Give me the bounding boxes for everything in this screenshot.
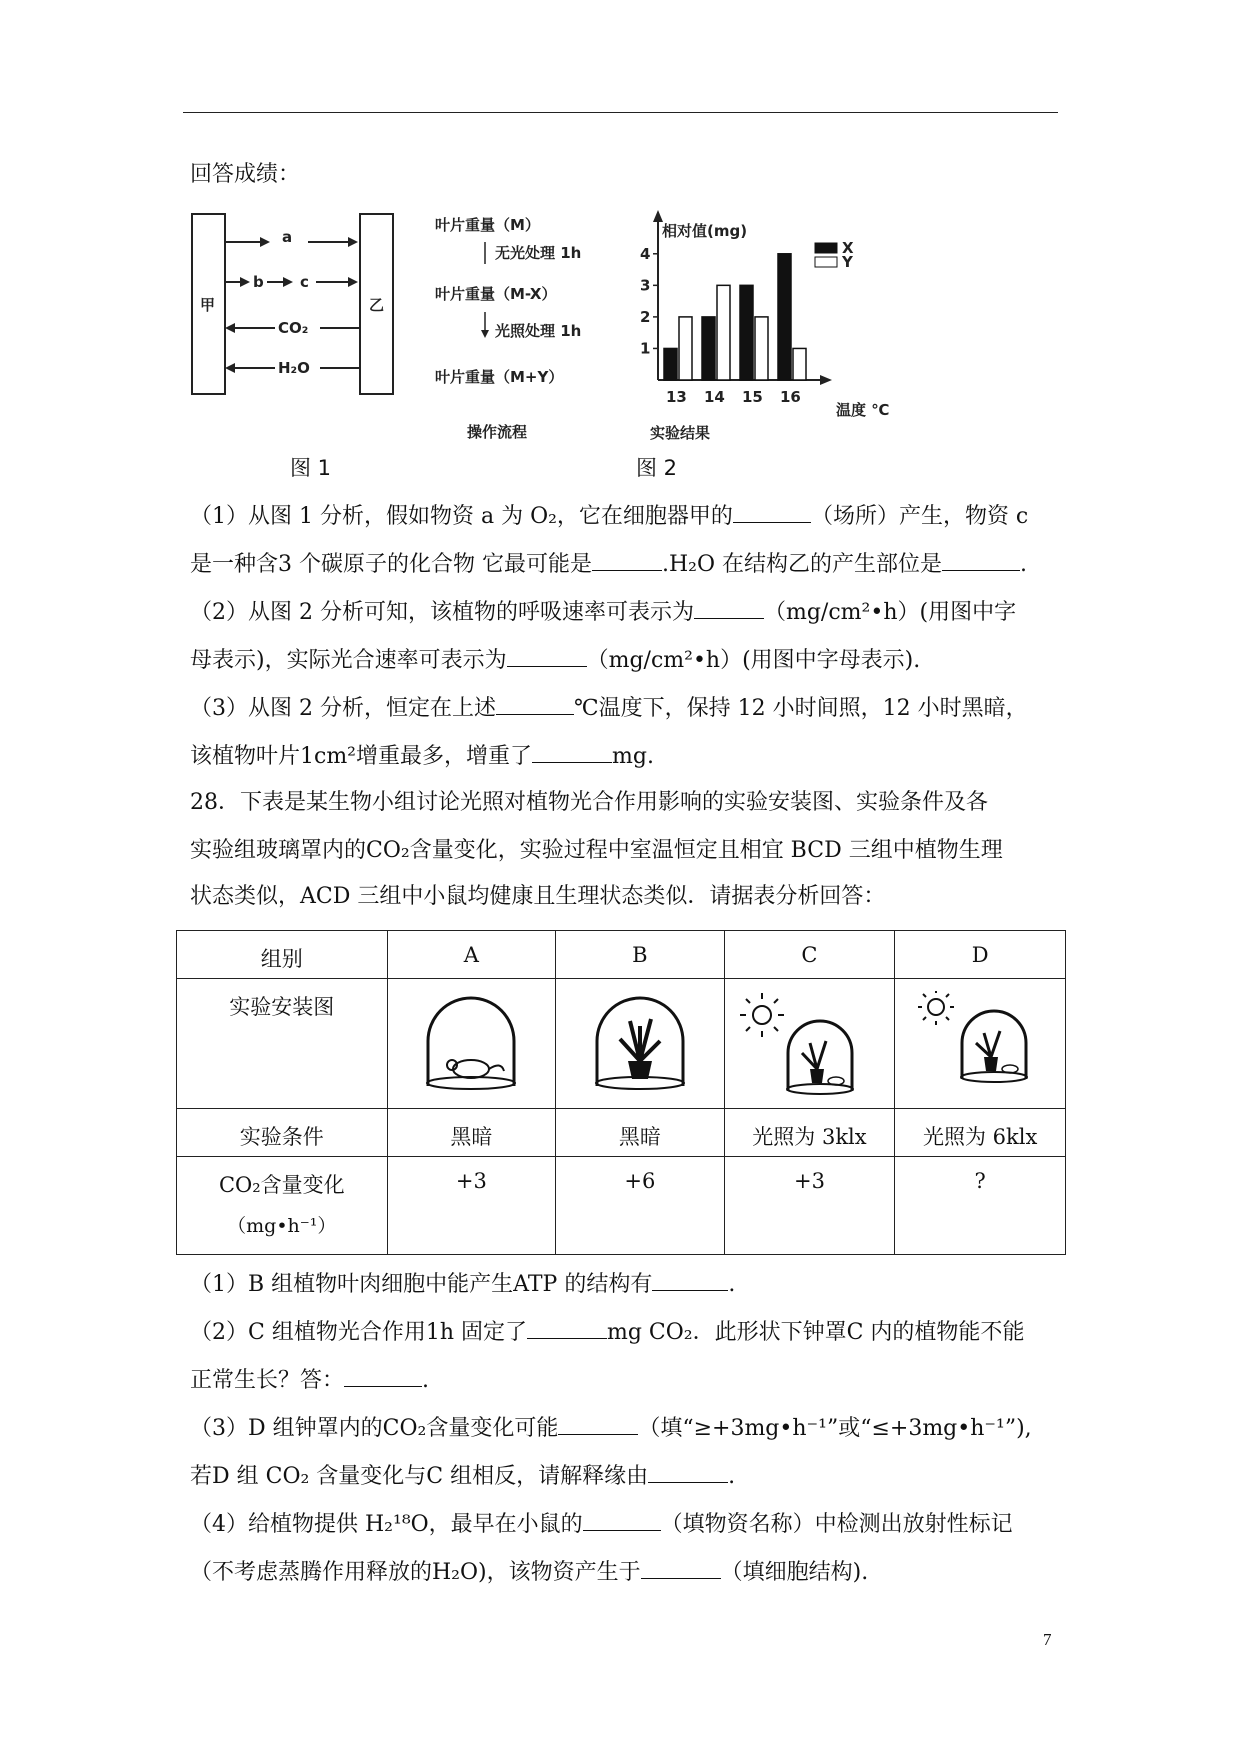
table-header-group: 组别 <box>177 931 388 979</box>
q28-line-2: 实验组玻璃罩内的CO₂含量变化，实验过程中室温恒定且相宜 BCD 三组中植物生理 <box>190 838 1003 863</box>
s4-blank-2[interactable] <box>641 1556 721 1579</box>
q1-line-1 <box>190 500 1028 532</box>
q3-blank-2[interactable] <box>532 740 612 763</box>
q2-text-a: （2）从图 2 分析可知，该植物的呼吸速率可表示为 <box>190 600 694 625</box>
condition-d: 光照为 6klx <box>895 1109 1066 1157</box>
s3-text-c: 若D 组 CO₂ 含量变化与C 组相反，请解释缘由 <box>190 1464 649 1489</box>
flow-op-2: 光照处理 1h <box>495 322 582 340</box>
bar-y-15 <box>755 317 768 380</box>
s2-text-d: . <box>422 1368 430 1393</box>
experiment-table <box>176 930 1066 1255</box>
co2-a: +3 <box>387 1157 556 1255</box>
table-row-co2-label <box>177 1157 388 1255</box>
table-header-d: D <box>895 931 1066 979</box>
q1-blank-2[interactable] <box>592 548 662 571</box>
s2-blank-2[interactable] <box>344 1364 422 1387</box>
s3-text-a: （3）D 组钟罩内的CO₂含量变化可能 <box>190 1416 559 1441</box>
bell-jar-mouse-icon <box>416 991 526 1091</box>
s3-blank-1[interactable] <box>558 1412 638 1435</box>
y-tick-label: 4 <box>640 244 651 263</box>
q2-text-d: （mg/cm²•h）(用图中字母表示). <box>586 648 921 673</box>
figure-1-diagram <box>190 210 410 400</box>
flow-op-1: 无光处理 1h <box>495 244 582 262</box>
q1-text-d: .H₂O 在结构乙的产生部位是 <box>662 552 943 577</box>
table-header-c: C <box>724 931 895 979</box>
q2-blank-1[interactable] <box>694 596 764 619</box>
s4-text-b: （填物资名称）中检测出放射性标记 <box>660 1512 1013 1537</box>
arrow-label-b: b <box>253 273 264 291</box>
q3-text-d: mg. <box>612 744 654 769</box>
page-number: 7 <box>1043 1630 1052 1649</box>
q3-line-2 <box>190 740 654 772</box>
q1-line-2 <box>190 548 1027 580</box>
flow-step-2: 叶片重量（M-X） <box>435 285 557 303</box>
bar-y-16 <box>793 348 806 380</box>
q3-text-b: ℃温度下，保持 12 小时间照，12 小时黑暗， <box>573 696 1028 721</box>
s2-text-c: 正常生长？答： <box>190 1368 345 1393</box>
x-tick-label: 14 <box>704 388 725 406</box>
x-tick-label: 13 <box>666 388 687 406</box>
q3-blank-1[interactable] <box>496 692 574 715</box>
setup-c-cell <box>724 979 895 1109</box>
bell-jar-sun-plant-mouse-icon <box>726 991 886 1101</box>
y-tick-label: 1 <box>640 339 651 358</box>
s1-text-a: （1）B 组植物叶肉细胞中能产生ATP 的结构有 <box>190 1272 653 1297</box>
co2-b: +6 <box>556 1157 725 1255</box>
fig1-yi-label: 乙 <box>369 296 385 314</box>
y-tick-label: 3 <box>640 276 651 295</box>
flow-step-3: 叶片重量（M+Y） <box>435 368 564 386</box>
q3-line-1 <box>190 692 1028 724</box>
q1-text-a: （1）从图 1 分析，假如物资 a 为 O₂，它在细胞器甲的 <box>190 504 733 529</box>
flow-step-1: 叶片重量（M） <box>435 216 540 234</box>
table-row-setup-label: 实验安装图 <box>177 979 388 1109</box>
arrow-label-a: a <box>282 228 293 246</box>
s3-text-b: （填“≥+3mg•h⁻¹”或“≤+3mg•h⁻¹”), <box>638 1416 1032 1441</box>
q1-text-e: . <box>1020 552 1028 577</box>
bar-x-13 <box>664 348 677 380</box>
y-axis-label: 相对值(mg) <box>662 222 748 240</box>
legend-label-x: X <box>842 239 854 257</box>
figure-2-chart <box>620 210 920 450</box>
bar-x-16 <box>778 254 791 380</box>
flow-title: 操作流程 <box>467 423 528 441</box>
header-rule <box>183 112 1058 113</box>
s4-line-2 <box>190 1556 868 1588</box>
s4-line-1 <box>190 1508 1013 1540</box>
q1-blank-1[interactable] <box>733 500 811 523</box>
bar-x-14 <box>702 317 715 380</box>
s2-text-b: mg CO₂．此形状下钟罩C 内的植物能不能 <box>606 1320 1025 1345</box>
q2-text-c: 母表示)，实际光合速率可表示为 <box>190 648 507 673</box>
x-tick-label: 15 <box>742 388 763 406</box>
setup-b-cell <box>556 979 725 1109</box>
legend-label-y: Y <box>842 253 853 271</box>
q28-line-3: 状态类似，ACD 三组中小鼠均健康且生理状态类似．请据表分析回答： <box>190 884 886 909</box>
s2-line-1 <box>190 1316 1024 1348</box>
s4-text-a: （4）给植物提供 H₂¹⁸O，最早在小鼠的 <box>190 1512 583 1537</box>
q2-line-1 <box>190 596 1016 628</box>
q1-blank-3[interactable] <box>942 548 1020 571</box>
co2-c: +3 <box>724 1157 895 1255</box>
s1-text-b: . <box>728 1272 736 1297</box>
co2-label-unit: （mg•h⁻¹） <box>227 1215 337 1237</box>
bell-jar-sun-plant-mouse-icon <box>896 991 1056 1101</box>
arrow-label-h2o: H₂O <box>278 359 310 377</box>
legend-swatch-y <box>815 257 837 267</box>
s4-text-d: （填细胞结构). <box>720 1560 869 1585</box>
bar-y-13 <box>679 317 692 380</box>
operation-flow-diagram <box>435 212 610 442</box>
condition-b: 黑暗 <box>556 1109 725 1157</box>
figure-2-caption: 图 2 <box>636 456 678 480</box>
bar-x-15 <box>740 285 753 380</box>
bell-jar-plant-icon <box>585 991 695 1091</box>
s1-blank[interactable] <box>652 1268 728 1291</box>
s1-line <box>190 1268 735 1300</box>
condition-c: 光照为 3klx <box>724 1109 895 1157</box>
table-header-b: B <box>556 931 725 979</box>
q2-line-2 <box>190 644 920 676</box>
legend-swatch-x <box>815 243 837 253</box>
q2-text-b: （mg/cm²•h）(用图中字 <box>763 600 1017 625</box>
co2-d: ? <box>895 1157 1066 1255</box>
q3-text-c: 该植物叶片1cm²增重最多，增重了 <box>190 744 532 769</box>
figure-1-caption: 图 1 <box>290 456 332 480</box>
setup-a-cell <box>387 979 556 1109</box>
condition-a: 黑暗 <box>387 1109 556 1157</box>
fig1-jia-label: 甲 <box>200 296 216 314</box>
s3-blank-2[interactable] <box>648 1460 728 1483</box>
s4-blank-1[interactable] <box>583 1508 661 1531</box>
arrow-label-co2: CO₂ <box>278 319 309 337</box>
bar-y-14 <box>717 285 730 380</box>
chart-subtitle: 实验结果 <box>650 424 711 442</box>
q2-blank-2[interactable] <box>507 644 587 667</box>
s2-blank-1[interactable] <box>527 1316 607 1339</box>
q1-text-b: （场所）产生，物资 c <box>810 504 1029 529</box>
q28-line-1: 28．下表是某生物小组讨论光照对植物光合作用影响的实验安装图、实验条件及各 <box>190 790 988 815</box>
s3-line-2 <box>190 1460 735 1492</box>
q3-text-a: （3）从图 2 分析，恒定在上述 <box>190 696 496 721</box>
table-header-a: A <box>387 931 556 979</box>
table-row-condition-label: 实验条件 <box>177 1109 388 1157</box>
s2-line-2 <box>190 1364 429 1396</box>
x-axis-label: 温度 ℃ <box>836 401 890 419</box>
s3-line-1 <box>190 1412 1032 1444</box>
arrow-label-c: c <box>300 273 309 291</box>
s3-text-d: . <box>728 1464 736 1489</box>
setup-d-cell <box>895 979 1066 1109</box>
s4-text-c: （不考虑蒸腾作用释放的H₂O)，该物资产生于 <box>190 1560 641 1585</box>
s2-text-a: （2）C 组植物光合作用1h 固定了 <box>190 1320 527 1345</box>
intro-text: 回答成绩： <box>190 162 301 187</box>
y-tick-label: 2 <box>640 307 651 326</box>
x-tick-label: 16 <box>780 388 801 406</box>
co2-label-text: CO₂含量变化 <box>218 1173 345 1197</box>
q1-text-c: 是一种含3 个碳原子的化合物 它最可能是 <box>190 552 592 577</box>
